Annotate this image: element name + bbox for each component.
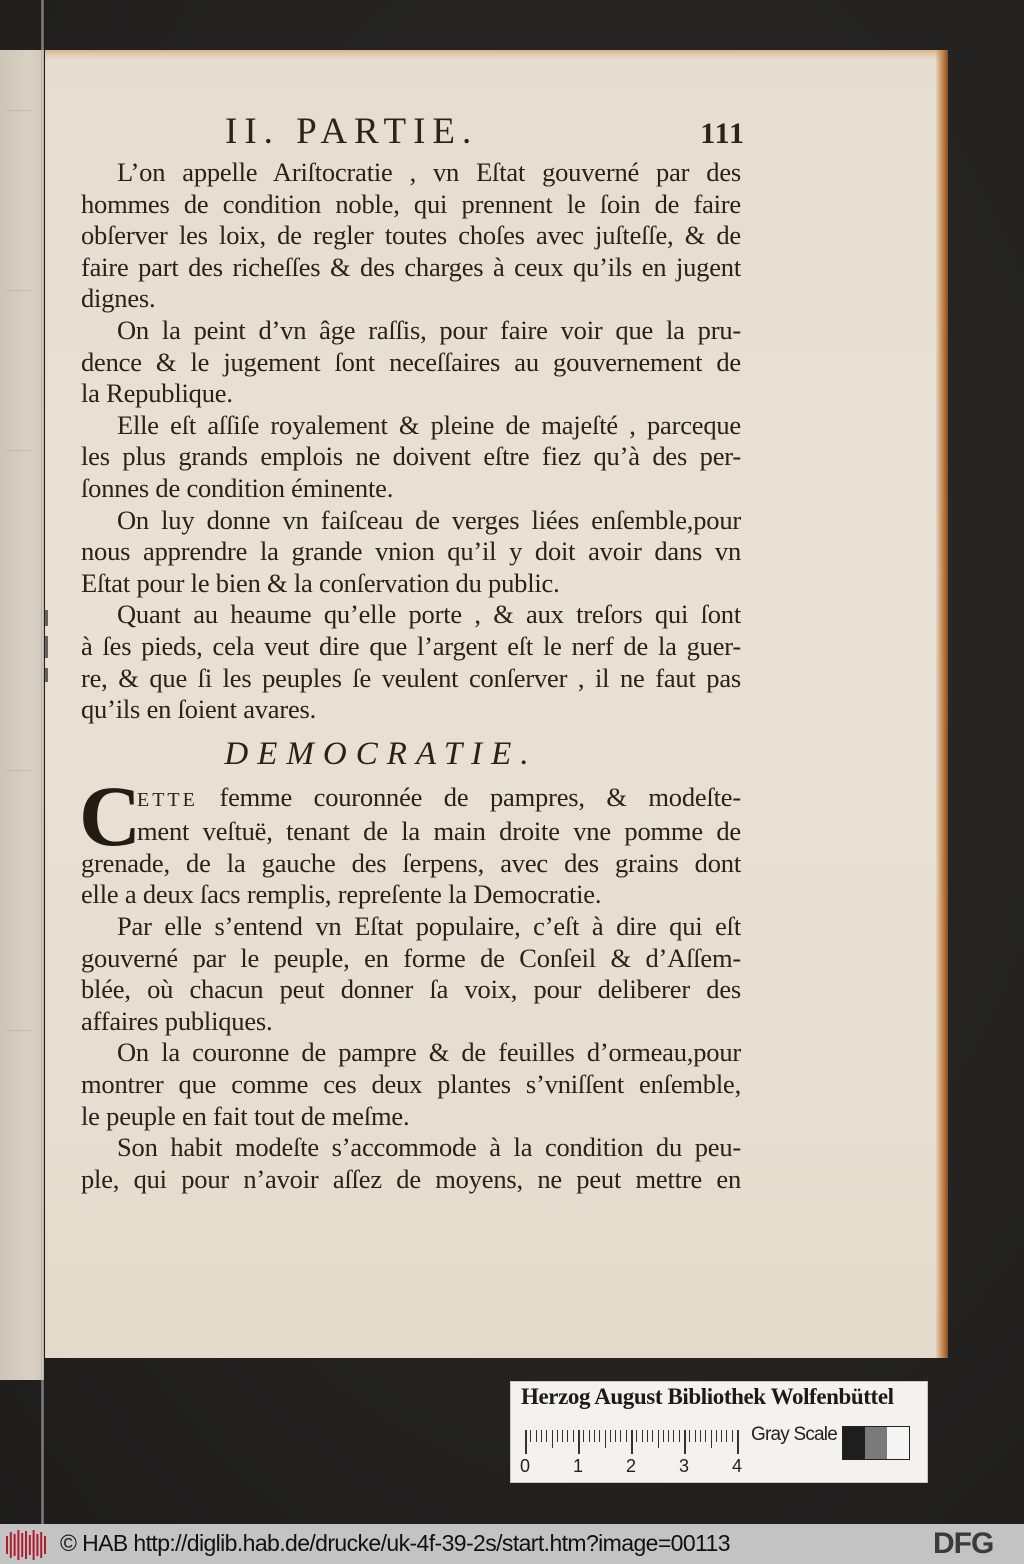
ruler-tick bbox=[695, 1430, 696, 1442]
page-fore-edge bbox=[936, 50, 948, 1358]
ruler-tick bbox=[679, 1430, 680, 1442]
ruler-tick bbox=[573, 1430, 574, 1442]
ruler-tick bbox=[626, 1430, 627, 1442]
section-title: DEMOCRATIE. bbox=[224, 735, 538, 772]
bleed-through-mark bbox=[6, 450, 32, 451]
ruler-tick bbox=[536, 1430, 537, 1442]
bleed-through-mark bbox=[6, 770, 32, 771]
text-line: On luy donne vn faiſceau de verges liées enſemble,pour bbox=[117, 504, 741, 535]
paragraph bbox=[81, 410, 741, 505]
smallcaps-word: ETTE bbox=[137, 788, 198, 811]
ruler-tick bbox=[562, 1430, 563, 1442]
ruler-tick bbox=[705, 1430, 706, 1442]
bleed-through-mark bbox=[6, 1030, 32, 1031]
text-line: faire part des richeſſes & des charges à ceux qu’ils en jugent bbox=[81, 251, 741, 282]
text-line: hommes de condition noble, qui prennent le ſoin de faire bbox=[81, 188, 741, 219]
ruler-tick bbox=[567, 1430, 568, 1442]
bleed-through-mark bbox=[6, 110, 32, 111]
facing-page-edge bbox=[0, 50, 44, 1380]
text-line: elle a deux ſacs remplis, repreſente la Democratie. bbox=[81, 879, 602, 910]
text-line: ſonnes de condition éminente. bbox=[81, 472, 394, 503]
text-line: la Republique. bbox=[81, 378, 233, 409]
text-line: les plus grands emplois ne doivent eſtre fiez qu’à des per- bbox=[81, 441, 741, 472]
paragraph bbox=[81, 1132, 741, 1195]
gray-scale-label: Gray Scale bbox=[751, 1424, 837, 1445]
text-line: ment veſtuë, tenant de la main droite vne pomme de bbox=[137, 816, 741, 847]
scale-ruler bbox=[519, 1426, 745, 1478]
ruler-tick bbox=[732, 1430, 733, 1442]
ruler-number: 3 bbox=[678, 1456, 690, 1476]
margin-mark bbox=[45, 668, 48, 682]
ruler-number: 2 bbox=[625, 1456, 637, 1476]
text-line: blée, où chacun peut donner ſa voix, pour deliberer des bbox=[81, 974, 741, 1005]
paragraph bbox=[81, 1037, 741, 1132]
ruler-tick bbox=[620, 1430, 621, 1442]
footer-bar bbox=[0, 1524, 1024, 1564]
text-line: montrer que comme ces deux plantes s’vniſſent enſemble, bbox=[81, 1069, 741, 1100]
ruler-tick bbox=[647, 1430, 648, 1442]
gray-scale-swatch bbox=[842, 1426, 910, 1460]
drop-cap-initial: C bbox=[79, 767, 141, 864]
gutter-line bbox=[41, 0, 44, 1524]
text-line: gouverné par le peuple, en forme de Conſeil & d’Aſſem- bbox=[81, 942, 741, 973]
ruler-tick bbox=[689, 1430, 690, 1442]
text-run: femme couronnée de pampres, & modeſte- bbox=[197, 781, 741, 812]
text-line: le peuple en fait tout de meſme. bbox=[81, 1100, 410, 1131]
ruler-tick bbox=[546, 1430, 547, 1442]
paragraph bbox=[81, 157, 741, 315]
ruler-tick bbox=[610, 1430, 611, 1442]
ruler-tick bbox=[541, 1430, 542, 1442]
ruler-tick bbox=[636, 1430, 637, 1442]
text-line: L’on appelle Ariſtocratie , vn Eſtat gouverné par des bbox=[117, 157, 741, 187]
text-line: affaires publiques. bbox=[81, 1005, 273, 1036]
text-line: On la peint d’vn âge raſſis, pour faire voir que la pru- bbox=[117, 314, 741, 345]
ruler-number: 4 bbox=[731, 1456, 743, 1476]
dfg-logo: DFG bbox=[933, 1527, 994, 1560]
gray-swatch-mid bbox=[865, 1427, 887, 1459]
running-head-title: II. PARTIE. bbox=[225, 111, 479, 152]
paragraph bbox=[81, 599, 741, 725]
ruler-tick bbox=[605, 1430, 606, 1448]
text-line: nous apprendre la grande vnion qu’il y doit avoir dans vn bbox=[81, 536, 741, 567]
paragraph bbox=[81, 315, 741, 410]
page-text bbox=[81, 157, 741, 1195]
ruler-tick bbox=[589, 1430, 590, 1442]
text-line: grenade, de la gauche des ſerpens, avec des grains dont bbox=[81, 847, 741, 878]
text-line: à ſes pieds, cela veut dire que l’argent eſt le nerf de la guer- bbox=[81, 630, 741, 661]
copyright-url[interactable]: © HAB http://diglib.hab.de/drucke/uk-4f-39-2s/start.htm?image=00113 bbox=[60, 1530, 730, 1556]
ruler-tick bbox=[525, 1430, 527, 1454]
ruler-tick bbox=[530, 1430, 531, 1442]
page-number: 111 bbox=[700, 117, 745, 150]
text-line: Eſtat pour le bien & la conſervation du public. bbox=[81, 567, 560, 598]
library-name: Herzog August Bibliothek Wolfenbüttel bbox=[521, 1384, 894, 1409]
text-line: obſerver les loix, de regler toutes choſes avec juſteſſe, & de bbox=[81, 220, 741, 251]
ruler-tick bbox=[658, 1430, 659, 1448]
ruler-tick bbox=[726, 1430, 727, 1442]
ruler-tick bbox=[711, 1430, 712, 1448]
running-head bbox=[225, 110, 745, 154]
ruler-tick bbox=[700, 1430, 701, 1442]
margin-mark bbox=[45, 610, 48, 626]
ruler-tick bbox=[668, 1430, 669, 1442]
text-line: dignes. bbox=[81, 283, 156, 314]
page-top-stain bbox=[45, 50, 948, 60]
ruler-tick bbox=[578, 1430, 580, 1454]
text-line: dence & le jugement ſont neceſſaires au gouvernement de bbox=[81, 346, 741, 377]
text-line: Quant au heaume qu’elle porte , & aux treſors qui ſont bbox=[117, 599, 741, 630]
ruler-tick bbox=[552, 1430, 553, 1448]
paragraph-dropcap bbox=[79, 767, 741, 911]
ruler-tick bbox=[684, 1430, 686, 1454]
ruler-number: 0 bbox=[519, 1456, 531, 1476]
library-color-chart-label bbox=[510, 1381, 928, 1483]
ruler-tick bbox=[721, 1430, 722, 1442]
paragraph bbox=[81, 505, 741, 600]
text-line: qu’ils en ſoient avares. bbox=[81, 694, 317, 725]
ruler-tick bbox=[737, 1430, 739, 1454]
ruler-tick bbox=[599, 1430, 600, 1442]
ruler-tick bbox=[557, 1430, 558, 1442]
ruler-tick bbox=[615, 1430, 616, 1442]
ruler-tick bbox=[663, 1430, 664, 1442]
ruler-tick bbox=[673, 1430, 674, 1442]
text-line: Son habit modeſte s’accommode à la condition du peu- bbox=[117, 1132, 741, 1163]
ruler-number: 1 bbox=[572, 1456, 584, 1476]
text-line: Par elle s’entend vn Eſtat populaire, c’eſt à dire qui eſt bbox=[117, 911, 741, 942]
text-line: On la couronne de pampre & de feuilles d’ormeau,pour bbox=[117, 1037, 741, 1068]
ruler-tick bbox=[652, 1430, 653, 1442]
ruler-tick bbox=[594, 1430, 595, 1442]
text-line: Elle eſt aſſiſe royalement & pleine de majeſté , parceque bbox=[117, 409, 741, 440]
hab-logo-icon bbox=[4, 1530, 48, 1560]
margin-mark bbox=[45, 636, 48, 658]
ruler-tick bbox=[583, 1430, 584, 1442]
gray-swatch-dark bbox=[843, 1427, 865, 1459]
bleed-through-mark bbox=[6, 290, 32, 291]
text-line bbox=[81, 782, 741, 817]
text-line: re, & que ſi les peuples ſe veulent conſerver , il ne faut pas bbox=[81, 662, 741, 693]
ruler-tick bbox=[631, 1430, 633, 1454]
gray-swatch-light bbox=[887, 1427, 909, 1459]
ruler-tick bbox=[642, 1430, 643, 1442]
ruler-tick bbox=[716, 1430, 717, 1442]
paragraph bbox=[81, 911, 741, 1037]
text-line: ple, qui pour n’avoir aſſez de moyens, ne peut mettre en bbox=[81, 1163, 741, 1194]
